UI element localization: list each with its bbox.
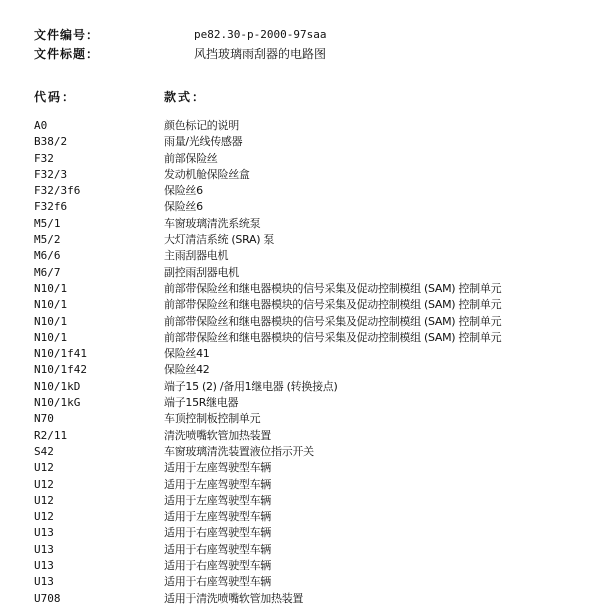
component-code: N10/1f42 [34, 363, 87, 377]
component-description: 保险丝6 [164, 200, 203, 214]
component-description: 适用于左座驾驶型车辆 [164, 477, 271, 491]
list-item [34, 346, 594, 362]
component-description: 颜色标记的说明 [164, 119, 239, 132]
component-description: 前部带保险丝和继电器模块的信号采集及促动控制模组 (SAM) 控制单元 [164, 281, 502, 295]
component-description: 车顶控制板控制单元 [164, 412, 261, 426]
list-item [34, 428, 594, 444]
list-item [34, 460, 594, 476]
component-description: 雨量/光线传感器 [164, 135, 243, 149]
component-description: 保险丝6 [164, 184, 203, 198]
component-description: 副控雨刮器电机 [164, 265, 239, 279]
component-description: 适用于左座驾驶型车辆 [164, 493, 271, 507]
description-column-header: 款式： [164, 90, 207, 104]
component-code: F32/3 [34, 167, 68, 181]
component-description: 车窗玻璃清洗装置液位指示开关 [164, 444, 314, 458]
component-code: U13 [34, 542, 54, 556]
component-description: 适用于左座驾驶型车辆 [164, 510, 271, 524]
list-item [34, 379, 594, 395]
component-code: R2/11 [34, 428, 68, 442]
component-code: F32/3f6 [34, 184, 81, 198]
component-code: U12 [34, 510, 54, 524]
code-column-header: 代码： [34, 90, 77, 104]
component-description: 适用于清洗喷嘴软管加热装置 [164, 591, 304, 605]
list-item [34, 558, 594, 574]
component-description: 适用于右座驾驶型车辆 [164, 542, 271, 556]
component-code: F32 [34, 151, 54, 165]
list-item [34, 199, 594, 215]
list-item [34, 395, 594, 411]
component-description: 前部保险丝 [164, 151, 218, 165]
doc-number-value: pe82.30-p-2000-97saa [194, 28, 327, 41]
component-description: 保险丝41 [164, 347, 210, 361]
component-code: M6/6 [34, 249, 61, 263]
component-code: N10/1kD [34, 379, 81, 393]
list-item [34, 591, 594, 607]
component-description: 适用于左座驾驶型车辆 [164, 461, 271, 475]
list-item [34, 477, 594, 493]
component-code: U13 [34, 559, 54, 573]
list-item [34, 265, 594, 281]
list-item [34, 525, 594, 541]
component-description: 车窗玻璃清洗系统泵 [164, 216, 261, 230]
component-code: N10/1kG [34, 396, 81, 410]
component-code: M5/2 [34, 233, 61, 247]
component-description: 适用于右座驾驶型车辆 [164, 559, 271, 573]
list-item [34, 134, 594, 150]
list-item [34, 411, 594, 427]
list-item [34, 574, 594, 590]
component-description: 前部带保险丝和继电器模块的信号采集及促动控制模组 (SAM) 控制单元 [164, 298, 502, 312]
doc-title-label: 文件标题： [34, 47, 100, 61]
component-code: N10/1f41 [34, 347, 87, 361]
component-description: 主雨刮器电机 [164, 249, 229, 263]
doc-number-label: 文件编号： [34, 28, 100, 42]
component-code: U708 [34, 591, 61, 605]
list-item [34, 167, 594, 183]
component-code: M6/7 [34, 265, 61, 279]
component-description: 适用于右座驾驶型车辆 [164, 575, 271, 589]
component-description: 清洗喷嘴软管加热装置 [164, 428, 271, 442]
component-code: N10/1 [34, 314, 68, 328]
component-description: 端子15 (2) /备用1继电器 (转换接点) [164, 379, 338, 393]
list-item [34, 509, 594, 525]
component-code: N10/1 [34, 330, 68, 344]
component-code: N10/1 [34, 298, 68, 312]
component-code: U13 [34, 526, 54, 540]
component-code: U13 [34, 575, 54, 589]
component-code: U12 [34, 493, 54, 507]
component-description: 保险丝42 [164, 363, 210, 377]
list-item [34, 118, 594, 134]
component-code: N10/1 [34, 281, 68, 295]
component-code: U12 [34, 461, 54, 475]
component-description: 发动机舱保险丝盒 [164, 167, 250, 181]
component-list [34, 118, 594, 607]
list-item [34, 542, 594, 558]
component-description: 大灯清洁系统 (SRA) 泵 [164, 233, 275, 247]
component-code: S42 [34, 444, 54, 458]
component-description: 前部带保险丝和继电器模块的信号采集及促动控制模组 (SAM) 控制单元 [164, 314, 502, 328]
component-description: 端子15R继电器 [164, 396, 239, 410]
list-item [34, 216, 594, 232]
list-item [34, 281, 594, 297]
list-item [34, 151, 594, 167]
list-item [34, 493, 594, 509]
list-item [34, 444, 594, 460]
component-code: M5/1 [34, 216, 61, 230]
component-code: F32f6 [34, 200, 68, 214]
list-item [34, 232, 594, 248]
component-code: N70 [34, 412, 54, 426]
doc-title-value: 风挡玻璃雨刮器的电路图 [194, 47, 327, 61]
list-item [34, 297, 594, 313]
list-item [34, 362, 594, 378]
component-code: A0 [34, 119, 48, 132]
component-description: 适用于右座驾驶型车辆 [164, 526, 271, 540]
list-item [34, 248, 594, 264]
list-item [34, 183, 594, 199]
component-code: B38/2 [34, 135, 68, 149]
list-item [34, 314, 594, 330]
component-description: 前部带保险丝和继电器模块的信号采集及促动控制模组 (SAM) 控制单元 [164, 330, 502, 344]
list-item [34, 330, 594, 346]
component-code: U12 [34, 477, 54, 491]
